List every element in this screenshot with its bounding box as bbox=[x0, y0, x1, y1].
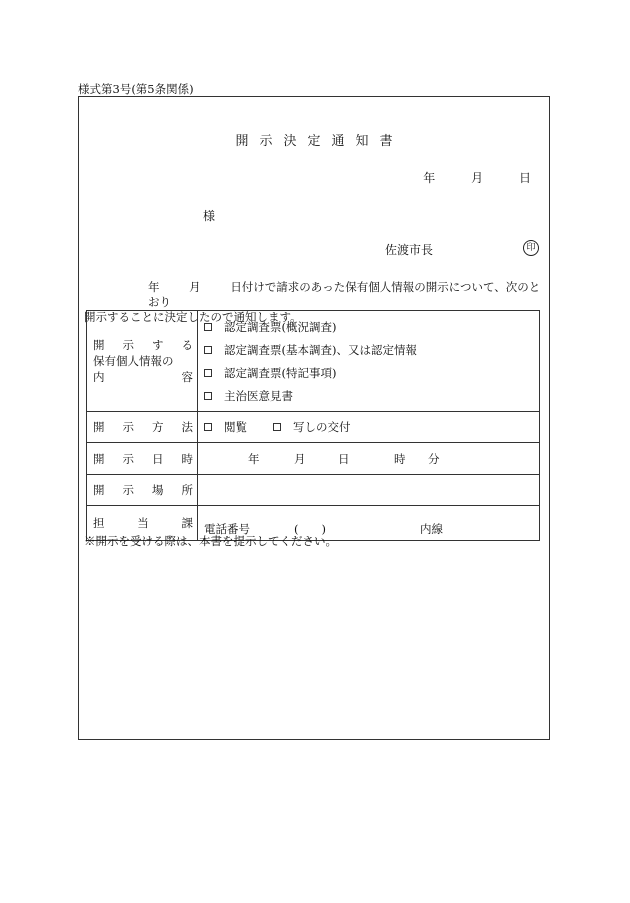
checkbox-icon[interactable] bbox=[204, 369, 212, 377]
place-label bbox=[87, 475, 198, 506]
option-checkbox[interactable] bbox=[198, 361, 539, 384]
footnote: ※開示を受ける際は、本書を提示してください。 bbox=[84, 534, 337, 548]
checkbox-icon[interactable] bbox=[204, 392, 212, 400]
label-char: 担 bbox=[93, 516, 105, 530]
phone-label: 電話番号 bbox=[204, 522, 250, 536]
checkbox-icon[interactable] bbox=[204, 423, 212, 431]
method-label bbox=[87, 412, 198, 443]
method-options bbox=[198, 412, 540, 443]
label-char: 方 bbox=[152, 420, 164, 434]
body-year-unit: 年 bbox=[148, 280, 160, 294]
body-line2-text: 開示することに決定したので通知します。 bbox=[84, 310, 302, 324]
checkbox-icon[interactable] bbox=[204, 323, 212, 331]
label-char: 開 bbox=[93, 451, 105, 466]
place-value[interactable] bbox=[198, 475, 540, 506]
label-char: 開 bbox=[93, 420, 105, 434]
label-char: 所 bbox=[181, 483, 193, 497]
method-row bbox=[87, 412, 540, 443]
issuer-name: 佐渡市長 bbox=[385, 243, 434, 257]
label-char: 開 bbox=[93, 483, 105, 497]
dt-month-unit: 月 bbox=[294, 451, 306, 466]
info-label-line2: 保有個人情報の bbox=[93, 354, 174, 368]
dt-year-unit: 年 bbox=[248, 451, 260, 466]
department-label-text bbox=[93, 515, 193, 531]
dt-minute-unit: 分 bbox=[428, 451, 440, 466]
checkbox-icon[interactable] bbox=[273, 423, 281, 431]
datetime-row bbox=[87, 443, 540, 475]
option-label: 認定調査票(概況調査) bbox=[224, 319, 337, 334]
label-char: 示 bbox=[122, 483, 134, 497]
label-char: 容 bbox=[181, 370, 193, 384]
body-line1-text: 日付けで請求のあった保有個人情報の開示について、次のとおり bbox=[148, 280, 541, 309]
option-checkbox[interactable] bbox=[198, 338, 539, 361]
label-char: 課 bbox=[181, 516, 193, 530]
addressee-suffix: 様 bbox=[203, 209, 216, 223]
label-char: 時 bbox=[181, 451, 193, 466]
extension-label: 内線 bbox=[420, 522, 443, 536]
info-content-label bbox=[87, 311, 198, 412]
year-unit: 年 bbox=[423, 171, 436, 185]
label-char: 示 bbox=[122, 451, 134, 466]
datetime-label-text bbox=[93, 451, 193, 467]
label-char: る bbox=[181, 338, 193, 352]
method-label-text bbox=[93, 419, 193, 435]
info-content-options bbox=[198, 311, 540, 412]
info-content-row bbox=[87, 311, 540, 412]
day-unit: 日 bbox=[518, 171, 531, 185]
issue-date-line bbox=[391, 169, 531, 186]
form-number-label: 様式第3号(第5条関係) bbox=[78, 82, 194, 96]
option-checkbox[interactable] bbox=[198, 384, 539, 407]
datetime-label bbox=[87, 443, 198, 475]
place-label-text bbox=[93, 482, 193, 498]
body-month-unit: 月 bbox=[189, 280, 201, 294]
option-label: 認定調査票(基本調査)、又は認定情報 bbox=[224, 342, 417, 357]
phone-parens: ( ) bbox=[294, 522, 326, 536]
disclosure-details-table bbox=[86, 310, 540, 541]
label-char: 示 bbox=[122, 338, 134, 352]
label-char: 日 bbox=[152, 451, 164, 466]
notice-frame bbox=[78, 96, 550, 740]
option-checkbox[interactable] bbox=[198, 315, 539, 338]
info-label-line1 bbox=[93, 337, 193, 353]
option-label: 主治医意見書 bbox=[224, 388, 293, 403]
label-char: 法 bbox=[181, 420, 193, 434]
checkbox-icon[interactable] bbox=[204, 346, 212, 354]
label-char: 当 bbox=[137, 516, 149, 530]
seal-icon: 印 bbox=[523, 240, 539, 256]
option-label: 認定調査票(特記事項) bbox=[224, 365, 337, 380]
method-option-copy: 写しの交付 bbox=[293, 420, 351, 434]
label-char: 示 bbox=[122, 420, 134, 434]
dt-day-unit: 日 bbox=[338, 451, 350, 466]
info-label-line3 bbox=[93, 369, 193, 385]
method-option-view: 閲覧 bbox=[224, 420, 247, 434]
label-char: 内 bbox=[93, 370, 105, 384]
place-row bbox=[87, 475, 540, 506]
label-char: 場 bbox=[152, 483, 164, 497]
month-unit: 月 bbox=[471, 171, 484, 185]
dt-hour-unit: 時 bbox=[394, 451, 406, 466]
label-char: す bbox=[152, 338, 164, 352]
label-char: 開 bbox=[93, 338, 105, 352]
document-title: 開示決定通知書 bbox=[235, 134, 404, 149]
datetime-value[interactable] bbox=[198, 443, 540, 475]
